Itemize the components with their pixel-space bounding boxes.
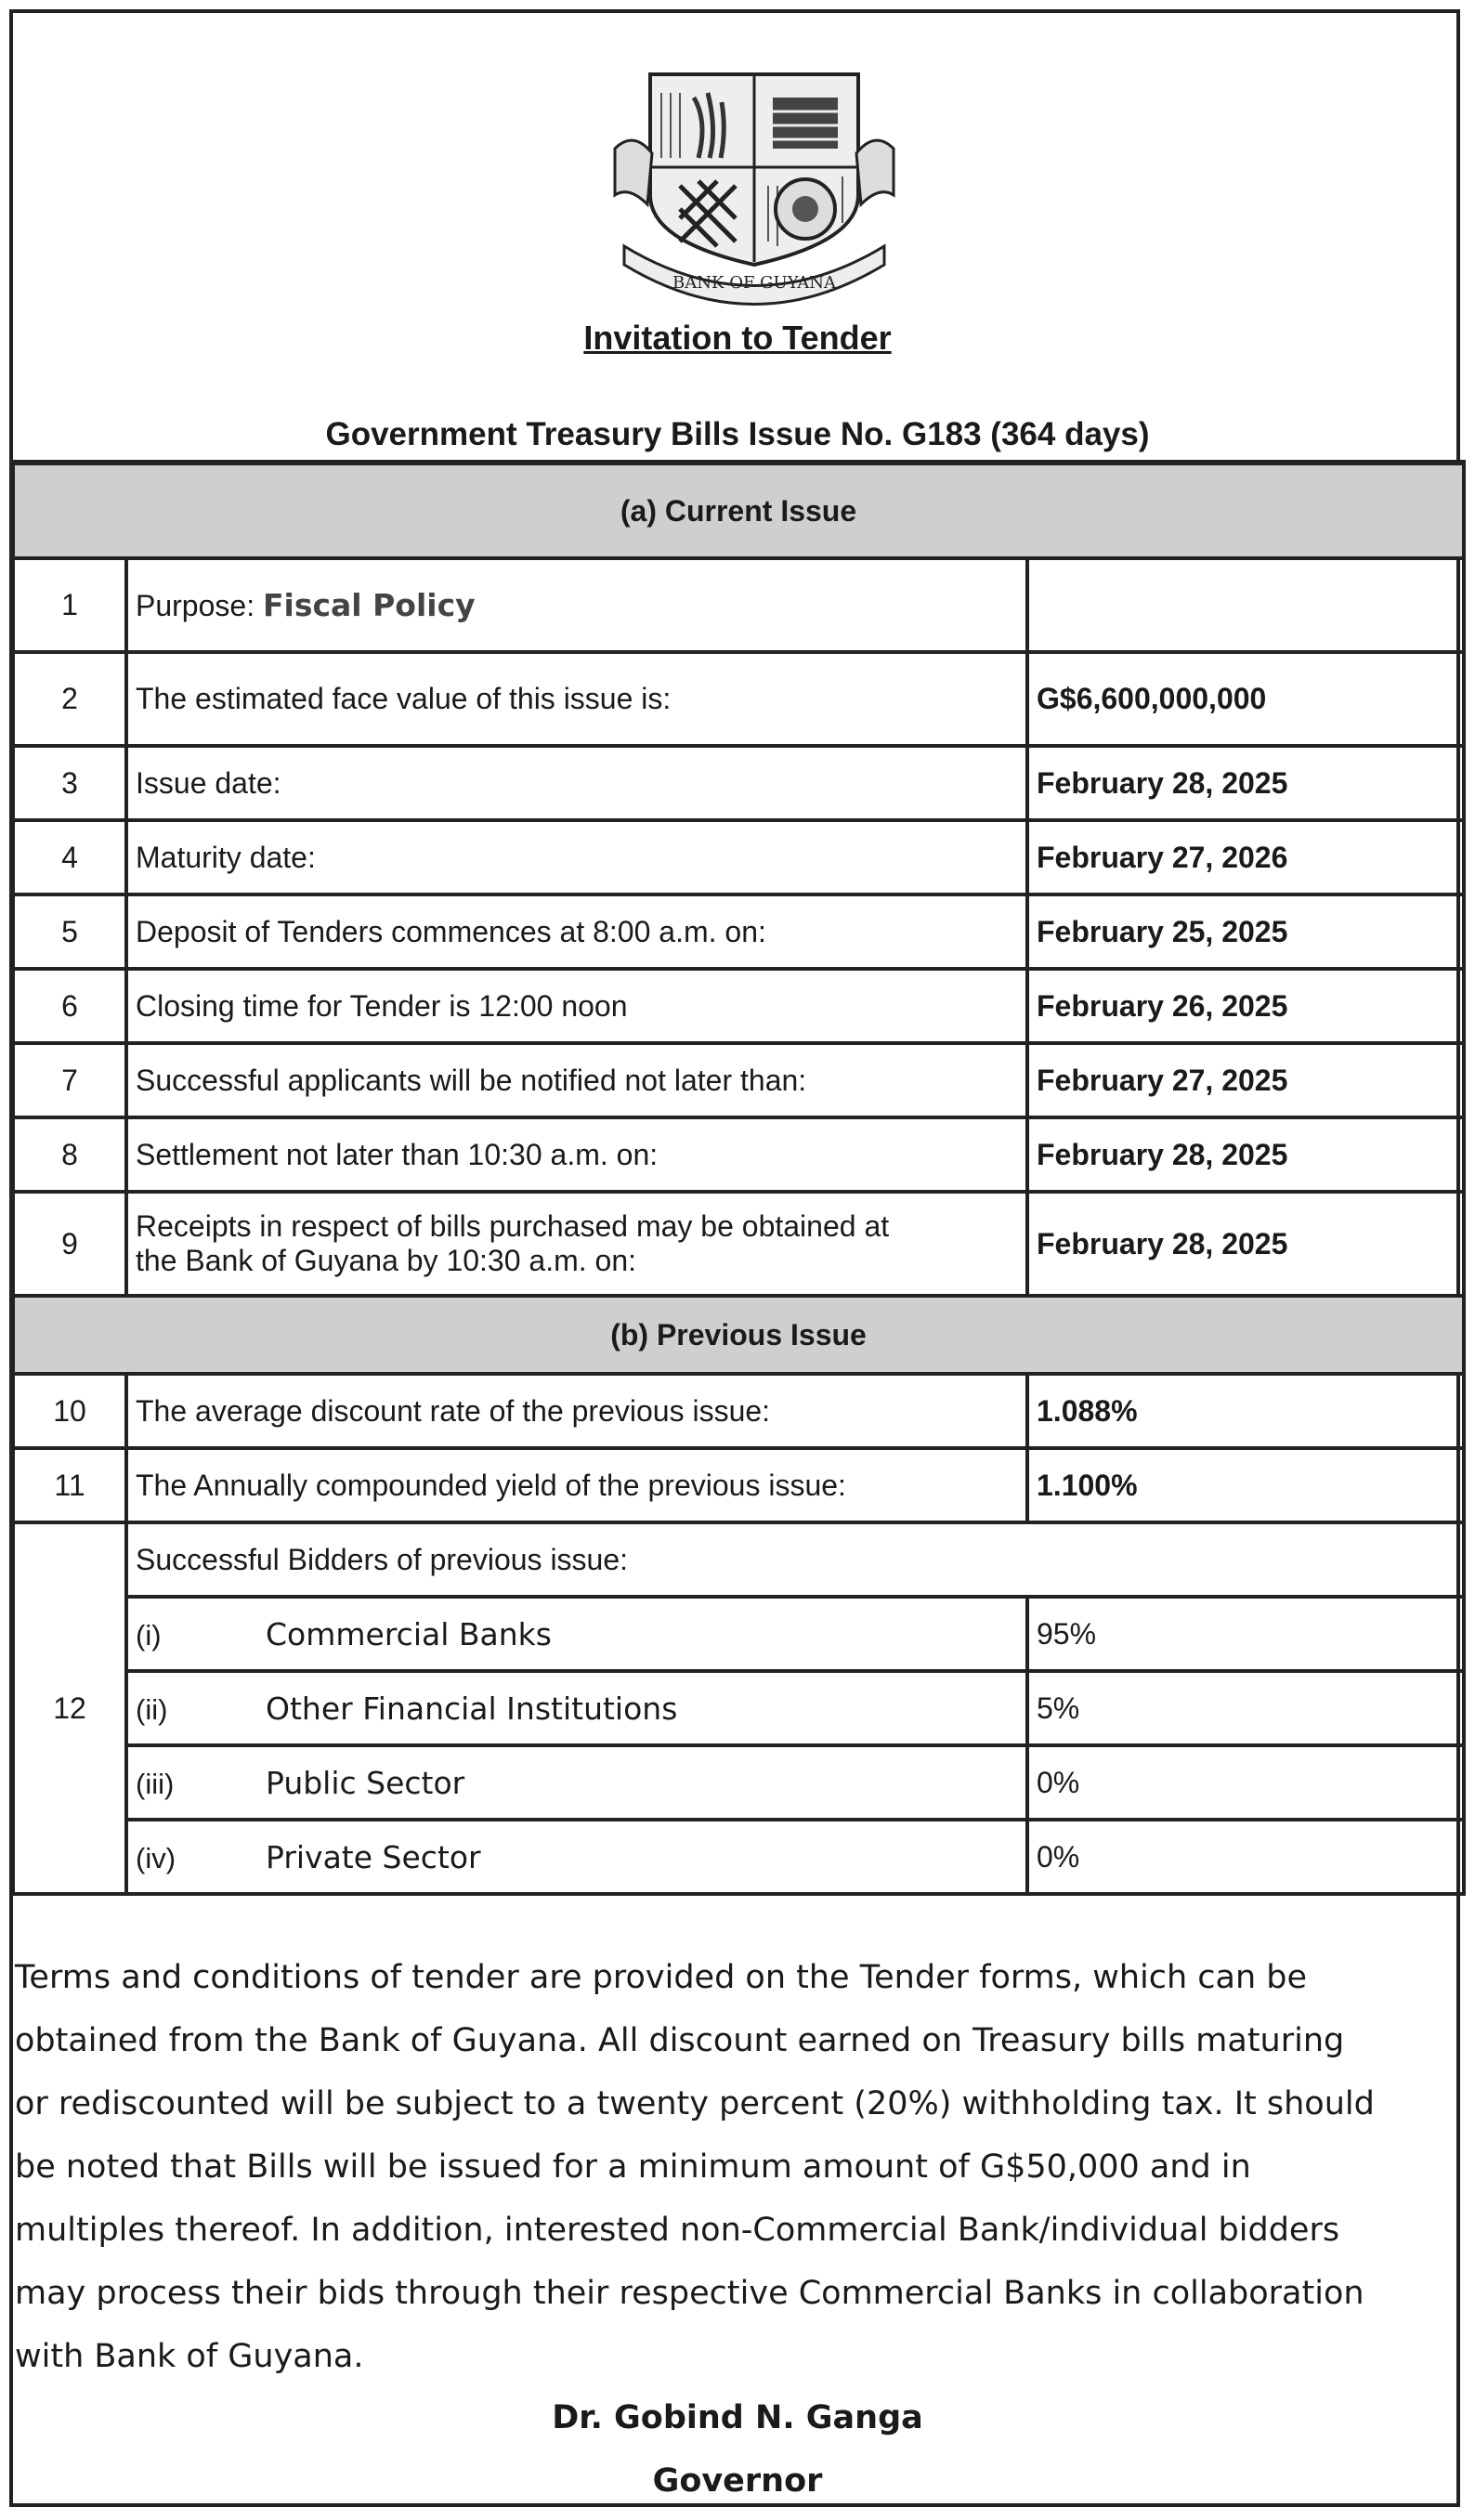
row-number: 8 — [13, 1117, 126, 1192]
table-row — [13, 746, 1464, 820]
row-description: Closing time for Tender is 12:00 noon — [126, 969, 1027, 1043]
terms-line: with Bank of Guyana. — [15, 2338, 364, 2375]
signatory-name: Dr. Gobind N. Ganga — [552, 2399, 923, 2436]
bidder-name: Other Financial Institutions — [266, 1690, 678, 1727]
row-description — [126, 558, 1027, 652]
description-line: the Bank of Guyana by 10:30 a.m. on: — [136, 1244, 637, 1277]
table-row — [13, 894, 1464, 969]
bidder-index: (i) — [136, 1618, 162, 1652]
section-header-previous — [13, 1296, 1464, 1374]
row-description: Issue date: — [126, 746, 1027, 820]
bidder-share: 95% — [1027, 1597, 1464, 1671]
description-line: Receipts in respect of bills purchased may be obtained at — [136, 1209, 890, 1243]
bidder-name-cell — [126, 1745, 1027, 1820]
row-description: Deposit of Tenders commences at 8:00 a.m. on: — [126, 894, 1027, 969]
terms-line: obtained from the Bank of Guyana. All discount earned on Treasury bills maturing — [15, 2022, 1345, 2059]
table-row — [13, 1117, 1464, 1192]
terms-line: be noted that Bills will be issued for a minimum amount of G$50,000 and in — [15, 2148, 1251, 2186]
row-description: Successful applicants will be notified not later than: — [126, 1043, 1027, 1117]
section-header-current — [13, 464, 1464, 558]
row-value — [1027, 558, 1464, 652]
row-description: The estimated face value of this issue is: — [126, 652, 1027, 746]
bidders-heading: Successful Bidders of previous issue: — [126, 1522, 1464, 1597]
row-value: February 27, 2025 — [1027, 1043, 1464, 1117]
bidder-row — [13, 1597, 1464, 1671]
row-description: The average discount rate of the previous issue: — [126, 1374, 1027, 1448]
bidder-name: Private Sector — [266, 1838, 481, 1875]
bidder-row — [13, 1820, 1464, 1894]
terms-line: or rediscounted will be subject to a twenty percent (20%) withholding tax. It should — [15, 2085, 1375, 2122]
crest-ribbon-text: BANK OF GUYANA — [672, 273, 836, 293]
row-value: 1.100% — [1027, 1448, 1464, 1522]
table-row — [13, 652, 1464, 746]
row-number: 2 — [13, 652, 126, 746]
table-row — [13, 1448, 1464, 1522]
bidder-index: (ii) — [136, 1692, 168, 1726]
row-number: 9 — [13, 1192, 126, 1296]
bidder-row — [13, 1745, 1464, 1820]
page-title: Invitation to Tender — [583, 319, 892, 357]
terms-line: may process their bids through their respective Commercial Banks in collaboration — [15, 2275, 1364, 2312]
row-value: G$6,600,000,000 — [1027, 652, 1464, 746]
row-description — [126, 1192, 1027, 1296]
row-value: February 27, 2026 — [1027, 820, 1464, 894]
row-description: Maturity date: — [126, 820, 1027, 894]
row-number: 11 — [13, 1448, 126, 1522]
section-title: (b) Previous Issue — [13, 1296, 1464, 1374]
table-row — [13, 820, 1464, 894]
row-value: February 26, 2025 — [1027, 969, 1464, 1043]
table-row — [13, 1522, 1464, 1597]
purpose-value: Fiscal Policy — [262, 587, 476, 623]
bidder-share: 5% — [1027, 1671, 1464, 1745]
row-number: 12 — [13, 1522, 126, 1894]
bidder-name: Public Sector — [266, 1764, 465, 1801]
row-number: 6 — [13, 969, 126, 1043]
row-description: Settlement not later than 10:30 a.m. on: — [126, 1117, 1027, 1192]
bank-of-guyana-crest — [606, 65, 903, 307]
row-value: February 28, 2025 — [1027, 1117, 1464, 1192]
bidder-row — [13, 1671, 1464, 1745]
terms-paragraph — [15, 1946, 1456, 2388]
row-number: 1 — [13, 558, 126, 652]
bidder-name-cell — [126, 1671, 1027, 1745]
bidder-share: 0% — [1027, 1820, 1464, 1894]
row-number: 3 — [13, 746, 126, 820]
purpose-label: Purpose: — [136, 589, 263, 622]
bidder-name-cell — [126, 1597, 1027, 1671]
terms-line: multiples thereof. In addition, interested non-Commercial Bank/individual bidders — [15, 2212, 1340, 2249]
table-row — [13, 558, 1464, 652]
row-value: February 28, 2025 — [1027, 1192, 1464, 1296]
page-subtitle: Government Treasury Bills Issue No. G183 (364 days) — [325, 416, 1150, 452]
row-number: 4 — [13, 820, 126, 894]
bidder-name-cell — [126, 1820, 1027, 1894]
row-value: 1.088% — [1027, 1374, 1464, 1448]
row-number: 5 — [13, 894, 126, 969]
row-value: February 28, 2025 — [1027, 746, 1464, 820]
row-value: February 25, 2025 — [1027, 894, 1464, 969]
table-row — [13, 1374, 1464, 1448]
bidder-name: Commercial Banks — [266, 1615, 552, 1652]
signatory-role: Governor — [652, 2462, 823, 2500]
terms-line: Terms and conditions of tender are provided on the Tender forms, which can be — [15, 1959, 1308, 1996]
bidder-index: (iv) — [136, 1841, 176, 1874]
row-number: 10 — [13, 1374, 126, 1448]
tender-table — [11, 462, 1466, 1896]
table-row — [13, 969, 1464, 1043]
section-title: (a) Current Issue — [13, 464, 1464, 558]
bidder-share: 0% — [1027, 1745, 1464, 1820]
row-description: The Annually compounded yield of the previous issue: — [126, 1448, 1027, 1522]
row-number: 7 — [13, 1043, 126, 1117]
table-row — [13, 1192, 1464, 1296]
table-row — [13, 1043, 1464, 1117]
bidder-index: (iii) — [136, 1767, 175, 1800]
